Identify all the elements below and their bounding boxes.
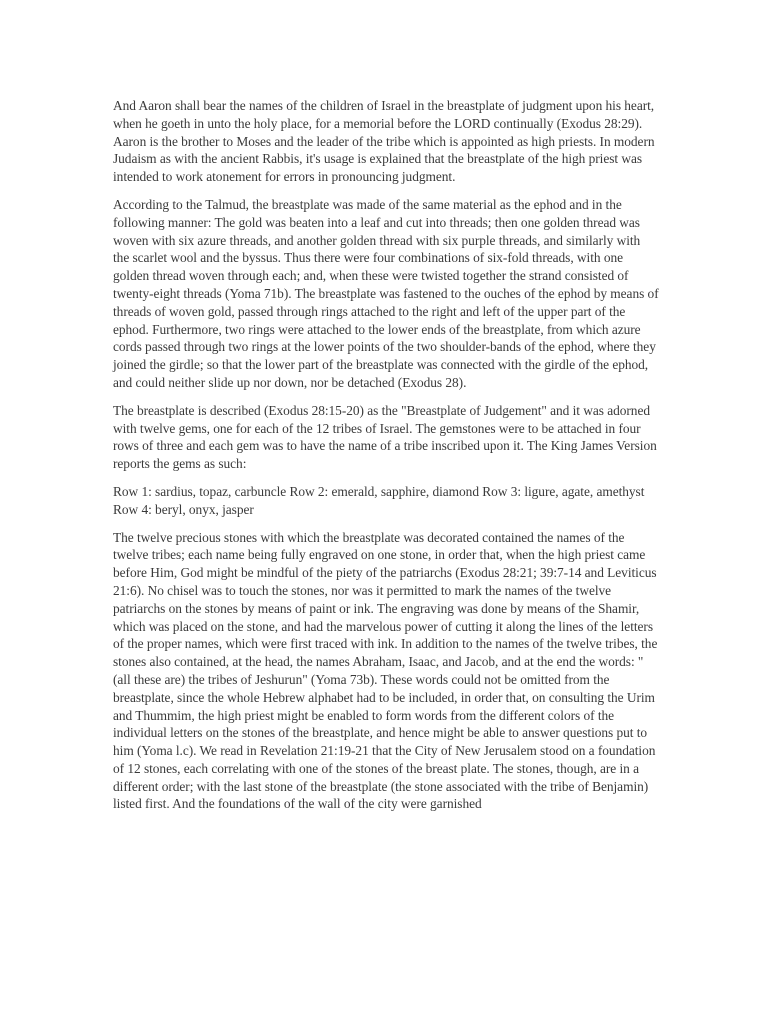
paragraph-aaron-breastplate: And Aaron shall bear the names of the children of Israel in the breastplate of judgment upon his heart, when he goeth in unto the holy place, for a memorial before the LORD continually (Exodus 28:29). Aaron is the brother to Moses and the leader of the tribe which is appointed as high priests. In modern Judaism as with the ancient Rabbis, it's usage is explained that the breastplate of the high priest was intended to work atonement for errors in pronouncing judgment.	[113, 98, 655, 185]
paragraph-talmud-construction: According to the Talmud, the breastplate was made of the same material as the ephod and in the following manner: The gold was beaten into a leaf and cut into threads; then one golden thread was woven with six azure threads, and another golden thread with six purple threads, and similarly with the scarlet wool and the byssus. Thus there were four combinations of six-fold threads, with one golden thread woven through each; and, when these were twisted together the strand consisted of twenty-eight threads (Yoma 71b). The breastplate was fastened to the ouches of the ephod by means of threads of woven gold, passed through rings attached to the right and left of the upper part of the ephod. Furthermore, two rings were attached to the lower ends of the breastplate, from which azure cords passed through two rings at the lower points of the two shoulder-bands of the ephod, where they joined the girdle; so that the lower part of the breastplate was connected with the girdle of the ephod, and could neither slide up nor down, nor be detached (Exodus 28).	[113, 196, 659, 390]
paragraph-breastplate-description: The breastplate is described (Exodus 28:15-20) as the "Breastplate of Judgement" and it was adorned with twelve gems, one for each of the 12 tribes of Israel. The gemstones were to be attached in four rows of three and each gem was to have the name of a tribe inscribed upon it. The King James Version reports the gems as such:	[113, 402, 657, 472]
paragraph-twelve-stones: The twelve precious stones with which the breastplate was decorated contained the names of the twelve tribes; each name being fully engraved on one stone, in order that, when the high priest came before Him, God might be mindful of the piety of the patriarchs (Exodus 28:21; 39:7-14 and Leviticus 21:6). No chisel was to touch the stones, nor was it permitted to mark the names of the twelve patriarchs on the stones by means of paint or ink. The engraving was done by means of the Shamir, which was placed on the stone, and had the marvelous power of cutting it along the lines of the letters of the proper names, which were first traced with ink. In addition to the names of the twelve tribes, the stones also contained, at the head, the names Abraham, Isaac, and Jacob, and at the end the words: "(all these are) the tribes of Jeshurun" (Yoma 73b). These words could not be omitted from the breastplate, since the whole Hebrew alphabet had to be included, in order that, on consulting the Urim and Thummim, the high priest might be enabled to form words from the different colors of the individual letters on the stones of the breastplate, and hence might be able to answer questions put to him (Yoma l.c). We read in Revelation 21:19-21 that the City of New Jerusalem stood on a foundation of 12 stones, each correlating with one of the stones of the breast plate. The stones, though, are in a different order; with the last stone of the breastplate (the stone associated with the tribe of Benjamin) listed first. And the foundations of the wall of the city were garnished	[113, 529, 658, 812]
paragraph-gem-rows: Row 1: sardius, topaz, carbuncle Row 2: emerald, sapphire, diamond Row 3: ligure, agate, amethyst Row 4: beryl, onyx, jasper	[113, 483, 645, 517]
document-page	[113, 97, 659, 823]
